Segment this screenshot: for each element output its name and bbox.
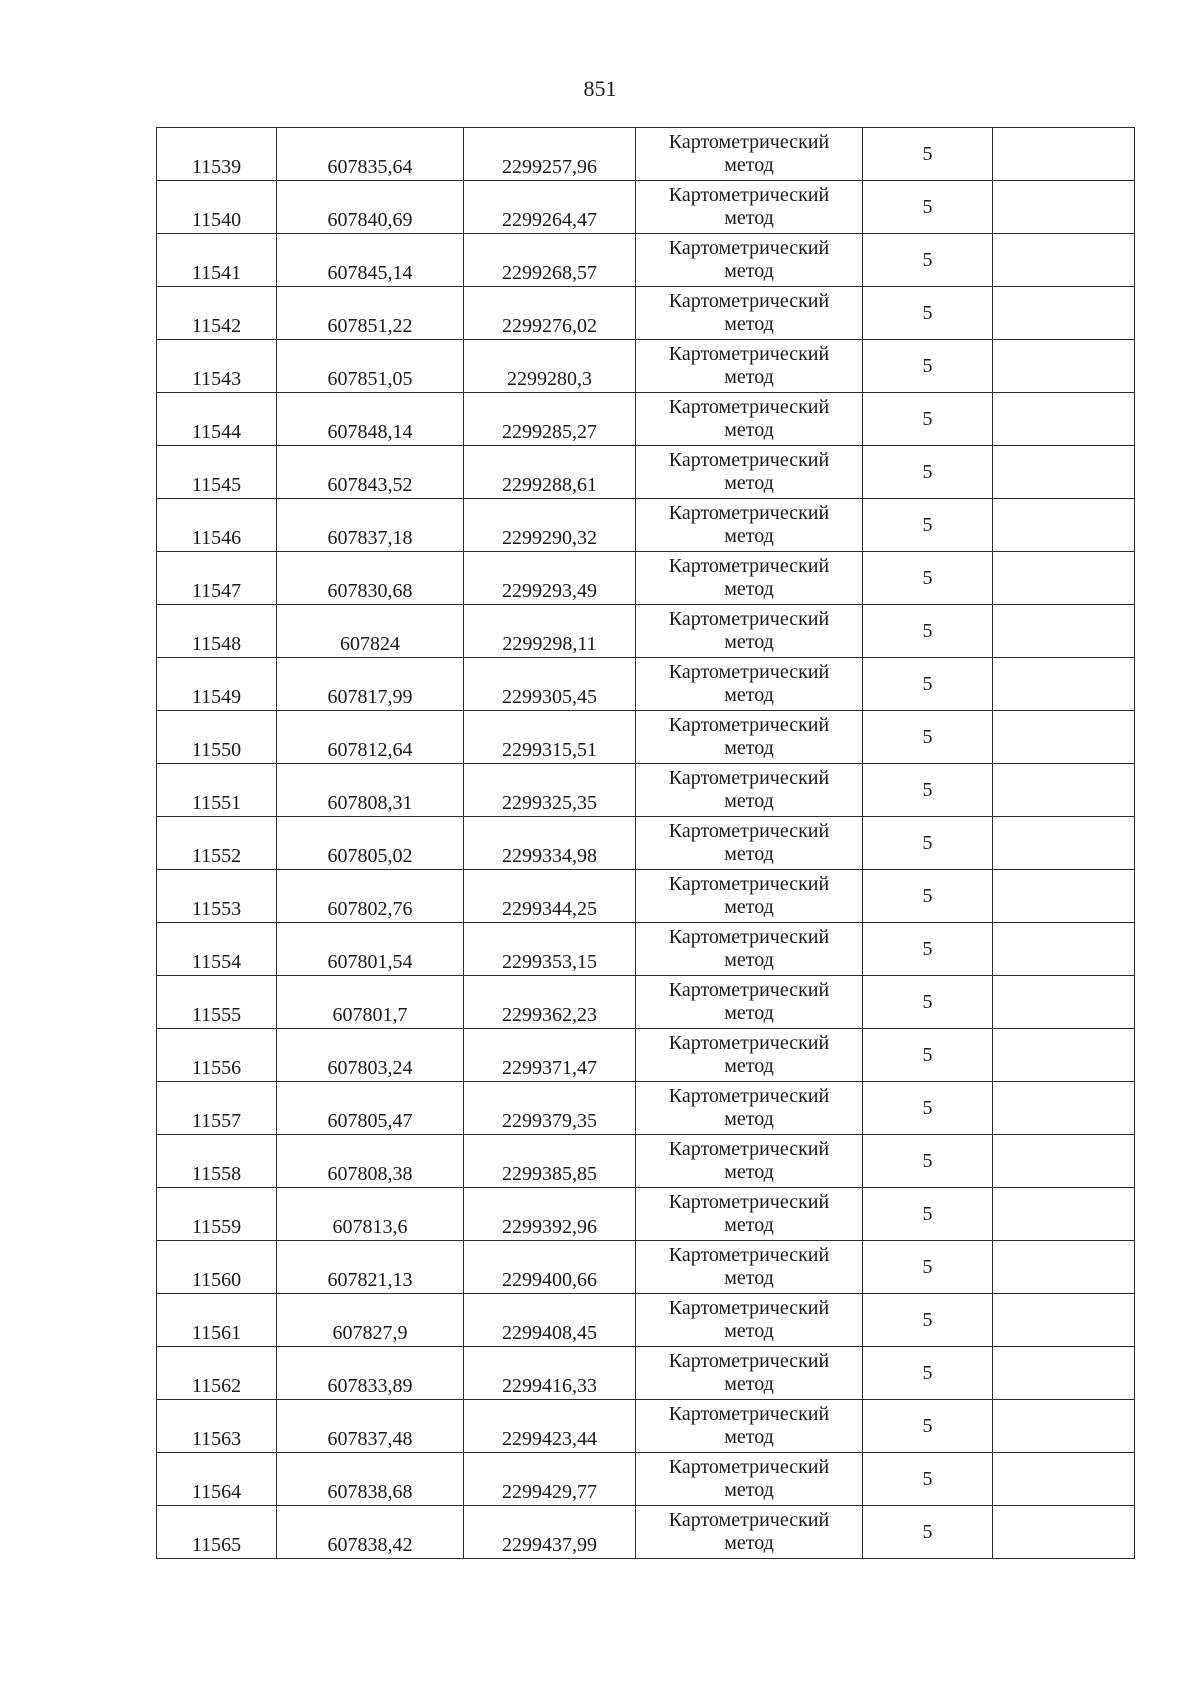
accuracy-cell: 5 bbox=[863, 234, 993, 287]
y-coordinate-cell: 2299385,85 bbox=[464, 1135, 636, 1188]
point-number-cell: 11555 bbox=[157, 976, 277, 1029]
note-cell bbox=[993, 340, 1135, 393]
table-row bbox=[157, 181, 1135, 234]
note-cell bbox=[993, 1400, 1135, 1453]
note-cell bbox=[993, 764, 1135, 817]
method-line-1: Картометрический bbox=[668, 1138, 830, 1160]
point-number-cell: 11561 bbox=[157, 1294, 277, 1347]
point-number-cell: 11564 bbox=[157, 1453, 277, 1506]
table-row bbox=[157, 1294, 1135, 1347]
point-number-cell: 11548 bbox=[157, 605, 277, 658]
y-coordinate-cell: 2299276,02 bbox=[464, 287, 636, 340]
table-row bbox=[157, 234, 1135, 287]
y-coordinate-cell: 2299293,49 bbox=[464, 552, 636, 605]
x-coordinate-cell: 607827,9 bbox=[277, 1294, 464, 1347]
table-row bbox=[157, 605, 1135, 658]
method-line-2: метод bbox=[724, 1267, 774, 1289]
method-line-2: метод bbox=[724, 578, 774, 600]
x-coordinate-cell: 607801,7 bbox=[277, 976, 464, 1029]
accuracy-cell: 5 bbox=[863, 1294, 993, 1347]
method-line-2: метод bbox=[724, 1532, 774, 1554]
method-line-1: Картометрический bbox=[668, 820, 830, 842]
method-line-2: метод bbox=[724, 631, 774, 653]
x-coordinate-cell: 607808,38 bbox=[277, 1135, 464, 1188]
point-number-cell: 11558 bbox=[157, 1135, 277, 1188]
method-line-2: метод bbox=[724, 1426, 774, 1448]
y-coordinate-cell: 2299423,44 bbox=[464, 1400, 636, 1453]
x-coordinate-cell: 607851,05 bbox=[277, 340, 464, 393]
method-line-1: Картометрический bbox=[668, 555, 830, 577]
method-cell bbox=[636, 1347, 863, 1400]
accuracy-cell: 5 bbox=[863, 446, 993, 499]
y-coordinate-cell: 2299392,96 bbox=[464, 1188, 636, 1241]
y-coordinate-cell: 2299362,23 bbox=[464, 976, 636, 1029]
note-cell bbox=[993, 446, 1135, 499]
note-cell bbox=[993, 658, 1135, 711]
x-coordinate-cell: 607845,14 bbox=[277, 234, 464, 287]
table-row bbox=[157, 1506, 1135, 1559]
method-line-2: метод bbox=[724, 1161, 774, 1183]
accuracy-cell: 5 bbox=[863, 340, 993, 393]
method-line-1: Картометрический bbox=[668, 1191, 830, 1213]
table-row bbox=[157, 1188, 1135, 1241]
y-coordinate-cell: 2299353,15 bbox=[464, 923, 636, 976]
method-line-1: Картометрический bbox=[668, 1297, 830, 1319]
method-line-1: Картометрический bbox=[668, 979, 830, 1001]
method-line-1: Картометрический bbox=[668, 873, 830, 895]
method-line-2: метод bbox=[724, 260, 774, 282]
x-coordinate-cell: 607801,54 bbox=[277, 923, 464, 976]
method-line-1: Картометрический bbox=[668, 1244, 830, 1266]
accuracy-cell: 5 bbox=[863, 870, 993, 923]
accuracy-cell: 5 bbox=[863, 923, 993, 976]
x-coordinate-cell: 607833,89 bbox=[277, 1347, 464, 1400]
method-cell bbox=[636, 817, 863, 870]
point-number-cell: 11565 bbox=[157, 1506, 277, 1559]
accuracy-cell: 5 bbox=[863, 1347, 993, 1400]
table-row bbox=[157, 446, 1135, 499]
method-line-2: метод bbox=[724, 1055, 774, 1077]
method-line-1: Картометрический bbox=[668, 1032, 830, 1054]
x-coordinate-cell: 607805,02 bbox=[277, 817, 464, 870]
point-number-cell: 11546 bbox=[157, 499, 277, 552]
y-coordinate-cell: 2299285,27 bbox=[464, 393, 636, 446]
method-line-1: Картометрический bbox=[668, 926, 830, 948]
accuracy-cell: 5 bbox=[863, 817, 993, 870]
method-line-2: метод bbox=[724, 896, 774, 918]
note-cell bbox=[993, 181, 1135, 234]
method-cell bbox=[636, 1029, 863, 1082]
method-line-1: Картометрический bbox=[668, 502, 830, 524]
method-line-2: метод bbox=[724, 207, 774, 229]
method-line-1: Картометрический bbox=[668, 661, 830, 683]
point-number-cell: 11547 bbox=[157, 552, 277, 605]
note-cell bbox=[993, 234, 1135, 287]
method-cell bbox=[636, 1241, 863, 1294]
accuracy-cell: 5 bbox=[863, 181, 993, 234]
note-cell bbox=[993, 1029, 1135, 1082]
note-cell bbox=[993, 287, 1135, 340]
method-cell bbox=[636, 870, 863, 923]
accuracy-cell: 5 bbox=[863, 1506, 993, 1559]
x-coordinate-cell: 607805,47 bbox=[277, 1082, 464, 1135]
method-line-1: Картометрический bbox=[668, 767, 830, 789]
point-number-cell: 11539 bbox=[157, 128, 277, 181]
method-line-2: метод bbox=[724, 1214, 774, 1236]
x-coordinate-cell: 607808,31 bbox=[277, 764, 464, 817]
point-number-cell: 11545 bbox=[157, 446, 277, 499]
method-cell bbox=[636, 340, 863, 393]
method-cell bbox=[636, 499, 863, 552]
note-cell bbox=[993, 1082, 1135, 1135]
table-row bbox=[157, 128, 1135, 181]
y-coordinate-cell: 2299400,66 bbox=[464, 1241, 636, 1294]
accuracy-cell: 5 bbox=[863, 1453, 993, 1506]
method-line-1: Картометрический bbox=[668, 131, 830, 153]
x-coordinate-cell: 607851,22 bbox=[277, 287, 464, 340]
note-cell bbox=[993, 976, 1135, 1029]
accuracy-cell: 5 bbox=[863, 287, 993, 340]
y-coordinate-cell: 2299344,25 bbox=[464, 870, 636, 923]
accuracy-cell: 5 bbox=[863, 1082, 993, 1135]
table-row bbox=[157, 658, 1135, 711]
table-row bbox=[157, 1029, 1135, 1082]
accuracy-cell: 5 bbox=[863, 976, 993, 1029]
method-cell bbox=[636, 658, 863, 711]
x-coordinate-cell: 607838,42 bbox=[277, 1506, 464, 1559]
method-line-2: метод bbox=[724, 1320, 774, 1342]
method-line-1: Картометрический bbox=[668, 449, 830, 471]
note-cell bbox=[993, 499, 1135, 552]
method-line-1: Картометрический bbox=[668, 1403, 830, 1425]
method-line-2: метод bbox=[724, 525, 774, 547]
point-number-cell: 11559 bbox=[157, 1188, 277, 1241]
table-row bbox=[157, 1135, 1135, 1188]
method-line-1: Картометрический bbox=[668, 714, 830, 736]
method-line-2: метод bbox=[724, 737, 774, 759]
note-cell bbox=[993, 393, 1135, 446]
method-line-1: Картометрический bbox=[668, 1350, 830, 1372]
accuracy-cell: 5 bbox=[863, 1135, 993, 1188]
method-cell bbox=[636, 1453, 863, 1506]
point-number-cell: 11542 bbox=[157, 287, 277, 340]
y-coordinate-cell: 2299264,47 bbox=[464, 181, 636, 234]
accuracy-cell: 5 bbox=[863, 711, 993, 764]
method-line-2: метод bbox=[724, 313, 774, 335]
method-line-2: метод bbox=[724, 949, 774, 971]
y-coordinate-cell: 2299334,98 bbox=[464, 817, 636, 870]
y-coordinate-cell: 2299288,61 bbox=[464, 446, 636, 499]
table-row bbox=[157, 1347, 1135, 1400]
point-number-cell: 11544 bbox=[157, 393, 277, 446]
accuracy-cell: 5 bbox=[863, 658, 993, 711]
coordinates-table bbox=[156, 127, 1135, 1559]
method-line-2: метод bbox=[724, 1479, 774, 1501]
note-cell bbox=[993, 1188, 1135, 1241]
point-number-cell: 11551 bbox=[157, 764, 277, 817]
method-cell bbox=[636, 552, 863, 605]
accuracy-cell: 5 bbox=[863, 1188, 993, 1241]
point-number-cell: 11552 bbox=[157, 817, 277, 870]
accuracy-cell: 5 bbox=[863, 605, 993, 658]
method-line-2: метод bbox=[724, 1108, 774, 1130]
table-row bbox=[157, 552, 1135, 605]
method-cell bbox=[636, 1135, 863, 1188]
x-coordinate-cell: 607837,48 bbox=[277, 1400, 464, 1453]
method-cell bbox=[636, 764, 863, 817]
x-coordinate-cell: 607837,18 bbox=[277, 499, 464, 552]
method-line-2: метод bbox=[724, 1002, 774, 1024]
table-row bbox=[157, 1241, 1135, 1294]
y-coordinate-cell: 2299305,45 bbox=[464, 658, 636, 711]
method-line-1: Картометрический bbox=[668, 1085, 830, 1107]
method-line-1: Картометрический bbox=[668, 343, 830, 365]
note-cell bbox=[993, 1347, 1135, 1400]
table-row bbox=[157, 976, 1135, 1029]
point-number-cell: 11540 bbox=[157, 181, 277, 234]
accuracy-cell: 5 bbox=[863, 499, 993, 552]
note-cell bbox=[993, 1241, 1135, 1294]
table-row bbox=[157, 870, 1135, 923]
table-row bbox=[157, 1082, 1135, 1135]
table-row bbox=[157, 923, 1135, 976]
method-line-2: метод bbox=[724, 419, 774, 441]
method-line-2: метод bbox=[724, 154, 774, 176]
table-row bbox=[157, 817, 1135, 870]
x-coordinate-cell: 607830,68 bbox=[277, 552, 464, 605]
accuracy-cell: 5 bbox=[863, 128, 993, 181]
accuracy-cell: 5 bbox=[863, 764, 993, 817]
table-row bbox=[157, 764, 1135, 817]
method-cell bbox=[636, 1188, 863, 1241]
note-cell bbox=[993, 1506, 1135, 1559]
y-coordinate-cell: 2299429,77 bbox=[464, 1453, 636, 1506]
method-cell bbox=[636, 287, 863, 340]
y-coordinate-cell: 2299371,47 bbox=[464, 1029, 636, 1082]
point-number-cell: 11543 bbox=[157, 340, 277, 393]
point-number-cell: 11549 bbox=[157, 658, 277, 711]
point-number-cell: 11560 bbox=[157, 1241, 277, 1294]
method-cell bbox=[636, 605, 863, 658]
method-cell bbox=[636, 446, 863, 499]
page-number: 851 bbox=[583, 76, 617, 101]
y-coordinate-cell: 2299379,35 bbox=[464, 1082, 636, 1135]
note-cell bbox=[993, 1294, 1135, 1347]
note-cell bbox=[993, 1135, 1135, 1188]
point-number-cell: 11556 bbox=[157, 1029, 277, 1082]
point-number-cell: 11563 bbox=[157, 1400, 277, 1453]
method-cell bbox=[636, 234, 863, 287]
method-cell bbox=[636, 976, 863, 1029]
point-number-cell: 11550 bbox=[157, 711, 277, 764]
method-line-2: метод bbox=[724, 684, 774, 706]
point-number-cell: 11562 bbox=[157, 1347, 277, 1400]
method-line-2: метод bbox=[724, 843, 774, 865]
accuracy-cell: 5 bbox=[863, 1400, 993, 1453]
table-row bbox=[157, 499, 1135, 552]
y-coordinate-cell: 2299290,32 bbox=[464, 499, 636, 552]
y-coordinate-cell: 2299268,57 bbox=[464, 234, 636, 287]
x-coordinate-cell: 607803,24 bbox=[277, 1029, 464, 1082]
method-line-1: Картометрический bbox=[668, 1456, 830, 1478]
note-cell bbox=[993, 1453, 1135, 1506]
x-coordinate-cell: 607840,69 bbox=[277, 181, 464, 234]
x-coordinate-cell: 607821,13 bbox=[277, 1241, 464, 1294]
method-cell bbox=[636, 711, 863, 764]
method-line-1: Картометрический bbox=[668, 396, 830, 418]
x-coordinate-cell: 607843,52 bbox=[277, 446, 464, 499]
method-cell bbox=[636, 1400, 863, 1453]
point-number-cell: 11557 bbox=[157, 1082, 277, 1135]
x-coordinate-cell: 607813,6 bbox=[277, 1188, 464, 1241]
method-line-2: метод bbox=[724, 366, 774, 388]
method-line-2: метод bbox=[724, 472, 774, 494]
y-coordinate-cell: 2299408,45 bbox=[464, 1294, 636, 1347]
method-line-1: Картометрический bbox=[668, 237, 830, 259]
note-cell bbox=[993, 870, 1135, 923]
y-coordinate-cell: 2299437,99 bbox=[464, 1506, 636, 1559]
table-row bbox=[157, 1400, 1135, 1453]
y-coordinate-cell: 2299315,51 bbox=[464, 711, 636, 764]
note-cell bbox=[993, 817, 1135, 870]
method-cell bbox=[636, 128, 863, 181]
y-coordinate-cell: 2299325,35 bbox=[464, 764, 636, 817]
x-coordinate-cell: 607835,64 bbox=[277, 128, 464, 181]
y-coordinate-cell: 2299416,33 bbox=[464, 1347, 636, 1400]
method-cell bbox=[636, 1506, 863, 1559]
x-coordinate-cell: 607824 bbox=[277, 605, 464, 658]
x-coordinate-cell: 607838,68 bbox=[277, 1453, 464, 1506]
coordinates-table-body bbox=[157, 128, 1135, 1559]
method-cell bbox=[636, 181, 863, 234]
accuracy-cell: 5 bbox=[863, 1029, 993, 1082]
method-line-2: метод bbox=[724, 1373, 774, 1395]
method-line-1: Картометрический bbox=[668, 608, 830, 630]
note-cell bbox=[993, 605, 1135, 658]
table-row bbox=[157, 1453, 1135, 1506]
method-cell bbox=[636, 923, 863, 976]
table-row bbox=[157, 340, 1135, 393]
x-coordinate-cell: 607848,14 bbox=[277, 393, 464, 446]
accuracy-cell: 5 bbox=[863, 1241, 993, 1294]
table-row bbox=[157, 287, 1135, 340]
method-line-1: Картометрический bbox=[668, 184, 830, 206]
x-coordinate-cell: 607812,64 bbox=[277, 711, 464, 764]
method-cell bbox=[636, 393, 863, 446]
note-cell bbox=[993, 923, 1135, 976]
table-row bbox=[157, 393, 1135, 446]
accuracy-cell: 5 bbox=[863, 552, 993, 605]
method-cell bbox=[636, 1082, 863, 1135]
note-cell bbox=[993, 711, 1135, 764]
x-coordinate-cell: 607817,99 bbox=[277, 658, 464, 711]
method-line-1: Картометрический bbox=[668, 1509, 830, 1531]
method-line-1: Картометрический bbox=[668, 290, 830, 312]
method-line-2: метод bbox=[724, 790, 774, 812]
table-row bbox=[157, 711, 1135, 764]
note-cell bbox=[993, 128, 1135, 181]
y-coordinate-cell: 2299257,96 bbox=[464, 128, 636, 181]
accuracy-cell: 5 bbox=[863, 393, 993, 446]
y-coordinate-cell: 2299280,3 bbox=[464, 340, 636, 393]
method-cell bbox=[636, 1294, 863, 1347]
x-coordinate-cell: 607802,76 bbox=[277, 870, 464, 923]
point-number-cell: 11554 bbox=[157, 923, 277, 976]
note-cell bbox=[993, 552, 1135, 605]
point-number-cell: 11541 bbox=[157, 234, 277, 287]
y-coordinate-cell: 2299298,11 bbox=[464, 605, 636, 658]
point-number-cell: 11553 bbox=[157, 870, 277, 923]
